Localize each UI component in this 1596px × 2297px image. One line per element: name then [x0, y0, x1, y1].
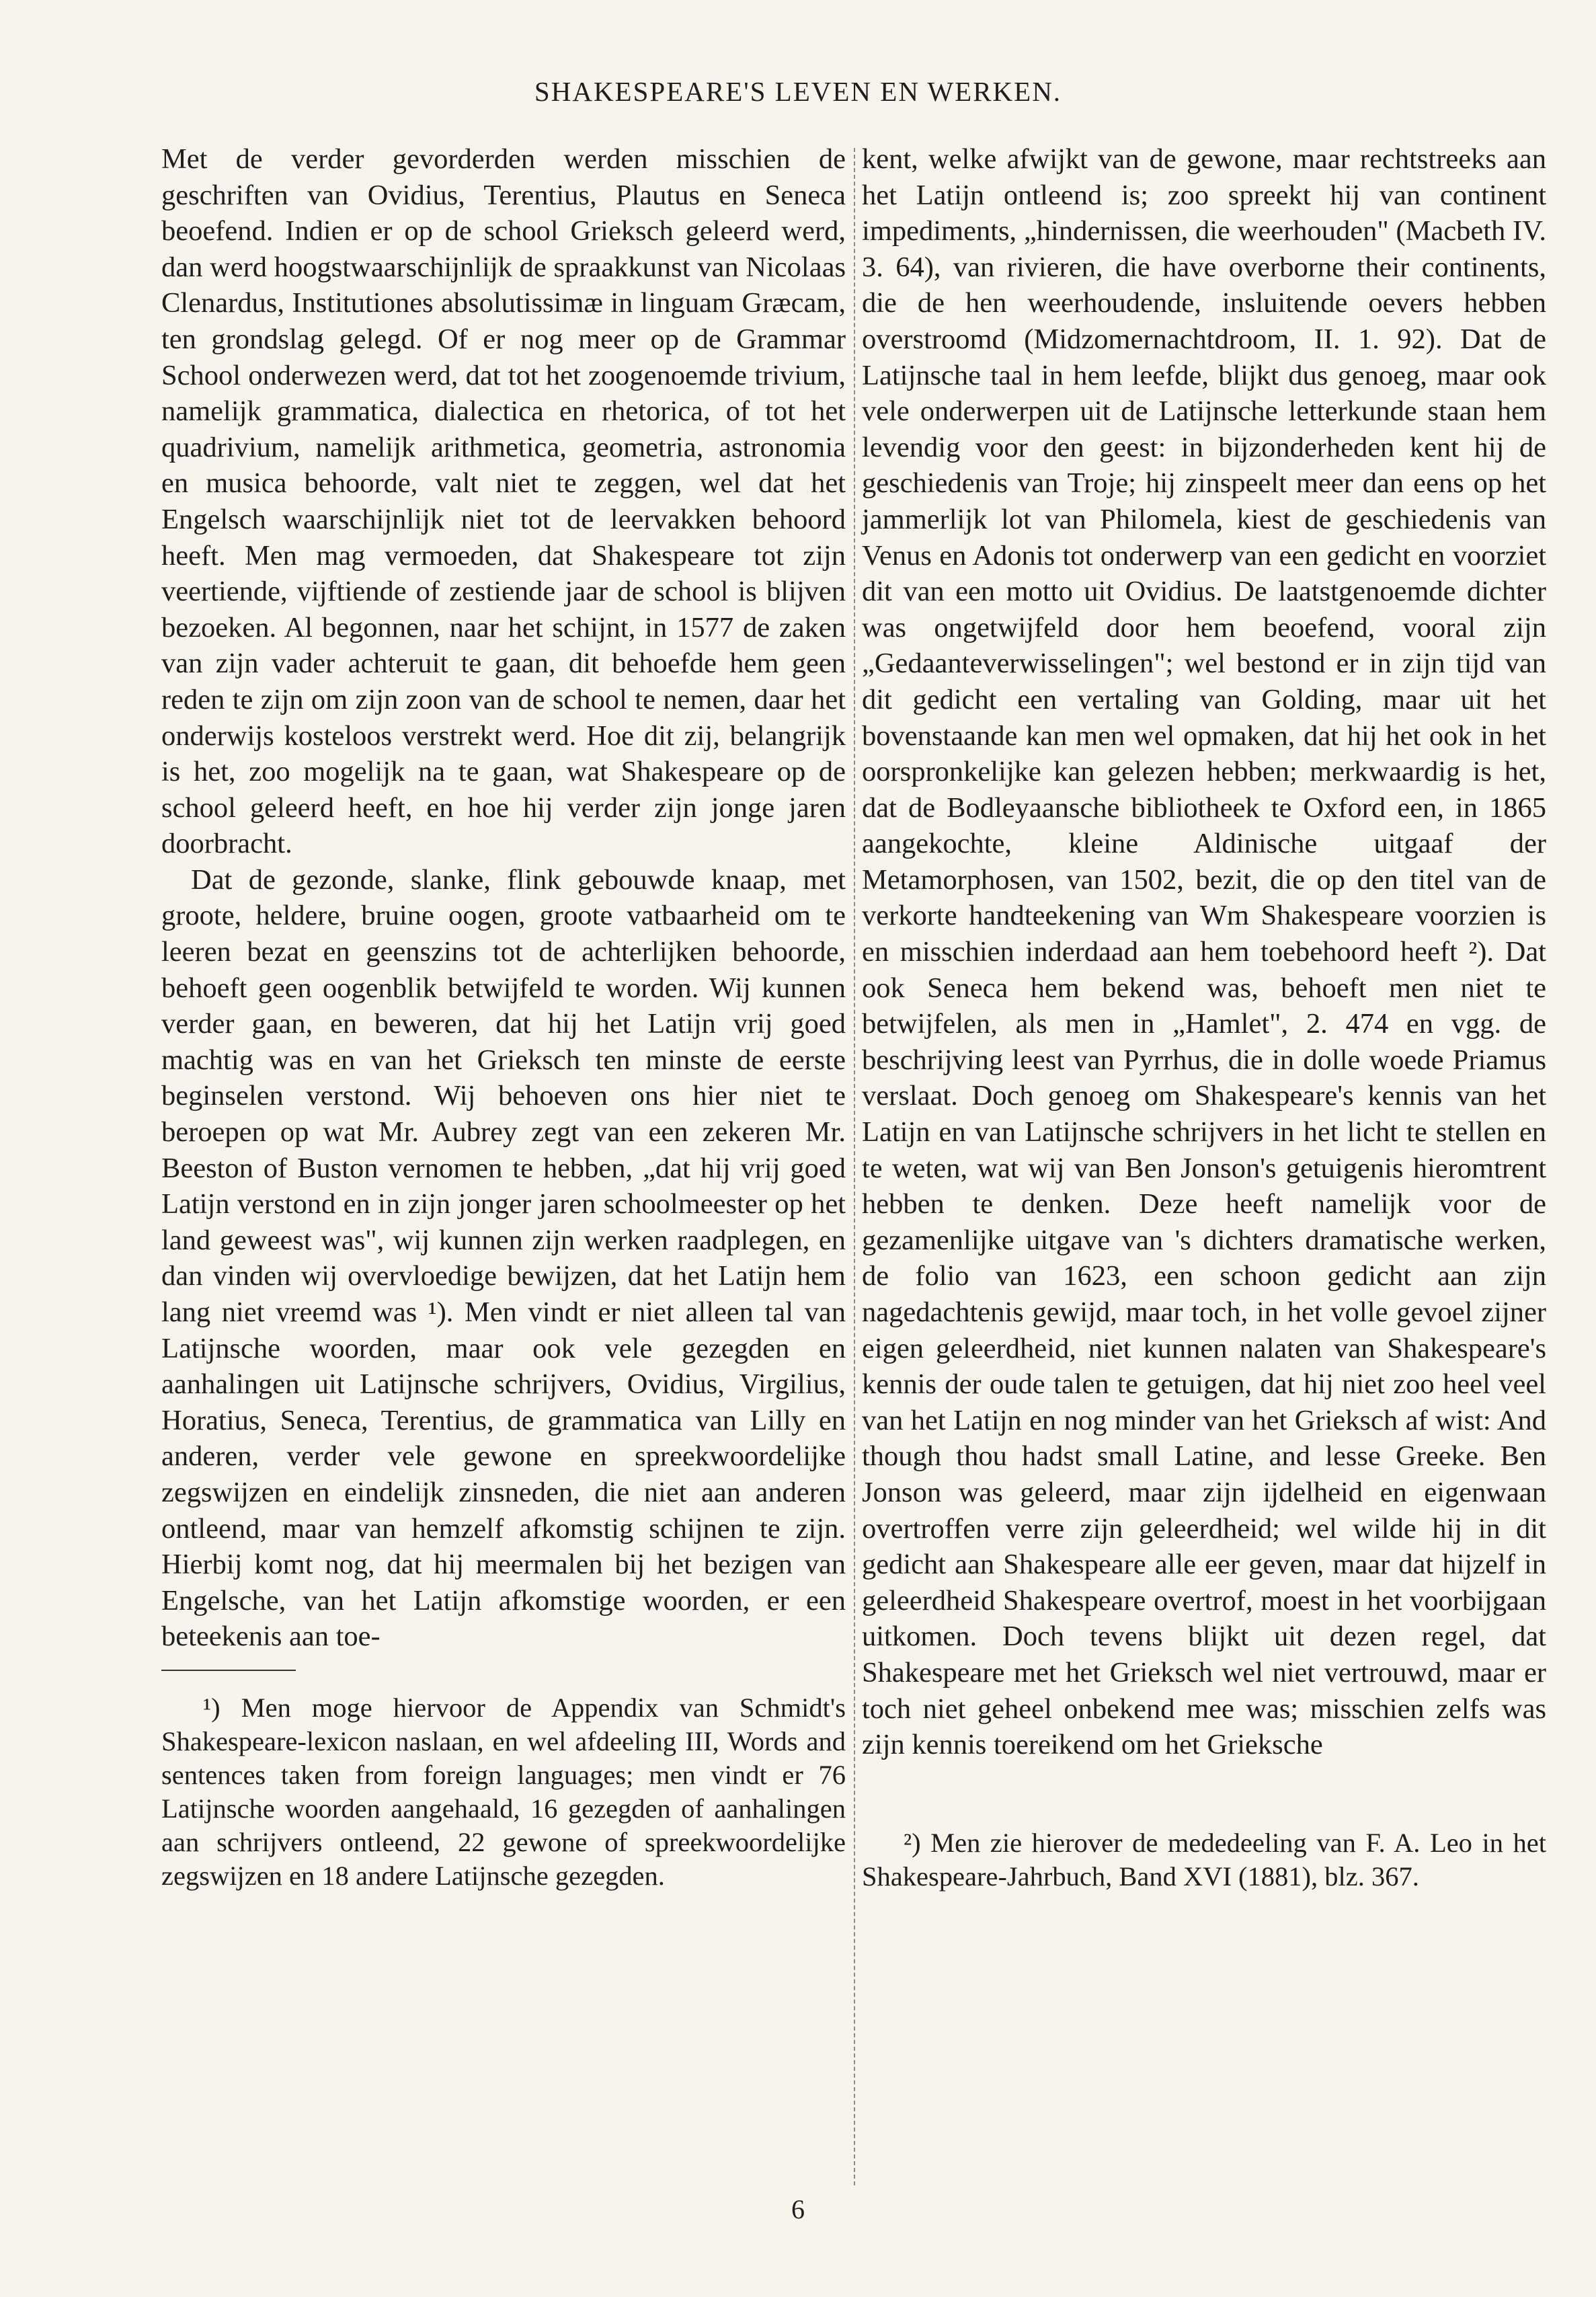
left-column — [161, 141, 846, 1893]
footnote-1: ¹) Men moge hiervoor de Appendix van Schmidt's Shakespeare-lexicon naslaan, en wel afdeeling III, Words and sentences taken from foreign languages; men vindt er 76 Latijnsche woorden aangehaald, 16 gezegden of aanhalingen aan schrijvers ontleend, 22 gewone of spreekwoordelijke zegswijzen en 18 andere Latijnsche gezegden. — [161, 1692, 846, 1891]
running-head: SHAKESPEARE'S LEVEN EN WERKEN. — [534, 76, 1062, 107]
column-divider — [854, 148, 856, 2185]
right-column — [862, 141, 1546, 1894]
footnote-2: ²) Men zie hierover de mededeeling van F. A. Leo in het Shakespeare-Jahrbuch, Band XVI (1881), blz. 367. — [862, 1827, 1546, 1892]
left-paragraph-2: Dat de gezonde, slanke, flink gebouwde knaap, met groote, heldere, bruine oogen, groote vatbaarheid om te leeren bezat en geenszins tot de achterlijken behoorde, behoeft geen oogenblik betwijfeld te worden. Wij kunnen verder gaan, en beweren, dat hij het Latijn vrij goed machtig was en van het Grieksch ten minste de eerste beginselen verstond. Wij behoeven ons hier niet te beroepen op wat Mr. Aubrey zegt van een zekeren Mr. Beeston of Buston vernomen te hebben, „dat hij vrij goed Latijn verstond en in zijn jonger jaren schoolmeester op het land geweest was", wij kunnen zijn werken raadplegen, en dan vinden wij overvloedige bewijzen, dat het Latijn hem lang niet vreemd was ¹). Men vindt er niet alleen tal van Latijnsche woorden, maar ook vele gezegden en aanhalingen uit Latijnsche schrijvers, Ovidius, Virgilius, Horatius, Seneca, Terentius, de grammatica van Lilly en anderen, verder vele gewone en spreekwoordelijke zegswijzen en eindelijk zinsneden, die niet aan anderen ontleend, maar van hemzelf afkomstig schijnen te zijn. Hierbij komt nog, dat hij meermalen bij het bezigen van Engelsche, van het Latijn afkomstige woorden, er een beteekenis aan toe- — [161, 863, 846, 1653]
right-footnote-block — [862, 1826, 1546, 1894]
footnote-separator — [161, 1670, 296, 1671]
right-paragraph-1: kent, welke afwijkt van de gewone, maar rechtstreeks aan het Latijn ontleend is; zoo spreekt hij van continent impediments, „hindernissen, die weerhouden" (Macbeth IV. 3. 64), van rivieren, die have overborne their continents, die de hen weerhoudende, insluitende oevers hebben overstroomd (Midzomernachtdroom, II. 1. 92). Dat de Latijnsche taal in hem leefde, blijkt dus genoeg, maar ook vele onderwerpen uit de Latijnsche letterkunde staan hem levendig voor den geest: in bijzonderheden kent hij de geschiedenis van Troje; hij zinspeelt meer dan eens op het jammerlijk lot van Philomela, kiest de geschiedenis van Venus en Adonis tot onderwerp van een gedicht en voorziet dit van een motto uit Ovidius. De laatstgenoemde dichter was ongetwijfeld door hem beoefend, vooral zijn „Gedaanteverwisselingen"; wel bestond er in zijn tijd van dit gedicht een vertaling van Golding, maar uit het bovenstaande kan men wel opmaken, dat hij het ook in het oorspronkelijke kan gelezen hebben; merkwaardig is het, dat de Bodleyaansche bibliotheek te Oxford een, in 1865 aangekochte, kleine Aldinische uitgaaf der Metamorphosen, van 1502, bezit, die op den titel van de verkorte handteekening van Wm Shakespeare voorzien is en misschien inderdaad aan hem toebehoord heeft ²). Dat ook Seneca hem bekend was, behoeft men niet te betwijfelen, als men in „Hamlet", 2. 474 en vgg. de beschrijving leest van Pyrrhus, die in dolle woede Priamus verslaat. Doch genoeg om Shakespeare's kennis van het Latijn en van Latijnsche schrijvers in het licht te stellen en te weten, wat wij van Ben Jonson's getuigenis hieromtrent hebben te denken. Deze heeft namelijk voor de gezamenlijke uitgave van 's dichters dramatische werken, de folio van 1623, een schoon gedicht aan zijn nagedachtenis gewijd, maar toch, in het volle gevoel zijner eigen geleerdheid, niet kunnen nalaten van Shakespeare's kennis der oude talen te getuigen, dat hij niet zoo heel veel van het Latijn en nog minder van het Grieksch af wist: And though thou hadst small Latine, and lesse Greeke. Ben Jonson was geleerd, maar zijn ijdelheid en eigenwaan overtroffen verre zijn geleerdheid; wel wilde hij in dit gedicht aan Shakespeare alle eer geven, maar dat hijzelf in geleerdheid Shakespeare overtrof, moest in het voorbijgaan uitkomen. Doch tevens blijkt uit dezen regel, dat Shakespeare met het Grieksch wel niet vertrouwd, maar er toch niet geheel onbekend mee was; misschien zelfs was zijn kennis toereikend om het Grieksche — [862, 143, 1546, 1761]
left-paragraph-1: Met de verder gevorderden werden misschien de geschriften van Ovidius, Terentius, Plautus en Seneca beoefend. Indien er op de school Grieksch geleerd werd, dan werd hoogstwaarschijnlijk de spraakkunst van Nicolaas Clenardus, Institutiones absolutissimæ in linguam Græcam, ten grondslag gelegd. Of er nog meer op de Grammar School onderwezen werd, dat tot het zoogenoemde trivium, namelijk grammatica, dialectica en rhetorica, of tot het quadrivium, namelijk arithmetica, geometria, astronomia en musica behoorde, valt niet te zeggen, wel dat het Engelsch waarschijnlijk niet tot de leervakken behoord heeft. Men mag vermoeden, dat Shakespeare tot zijn veertiende, vijftiende of zestiende jaar de school is blijven bezoeken. Al begonnen, naar het schijnt, in 1577 de zaken van zijn vader achteruit te gaan, dit behoefde hem geen reden te zijn om zijn zoon van de school te nemen, daar het onderwijs kosteloos verstrekt werd. Hoe dit zij, belangrijk is het, zoo mogelijk na te gaan, wat Shakespeare op de school geleerd heeft, en hoe hij verder zijn jonge jaren doorbracht. — [161, 143, 846, 860]
page-number: 6 — [791, 2194, 805, 2224]
left-footnote-block — [161, 1691, 846, 1893]
